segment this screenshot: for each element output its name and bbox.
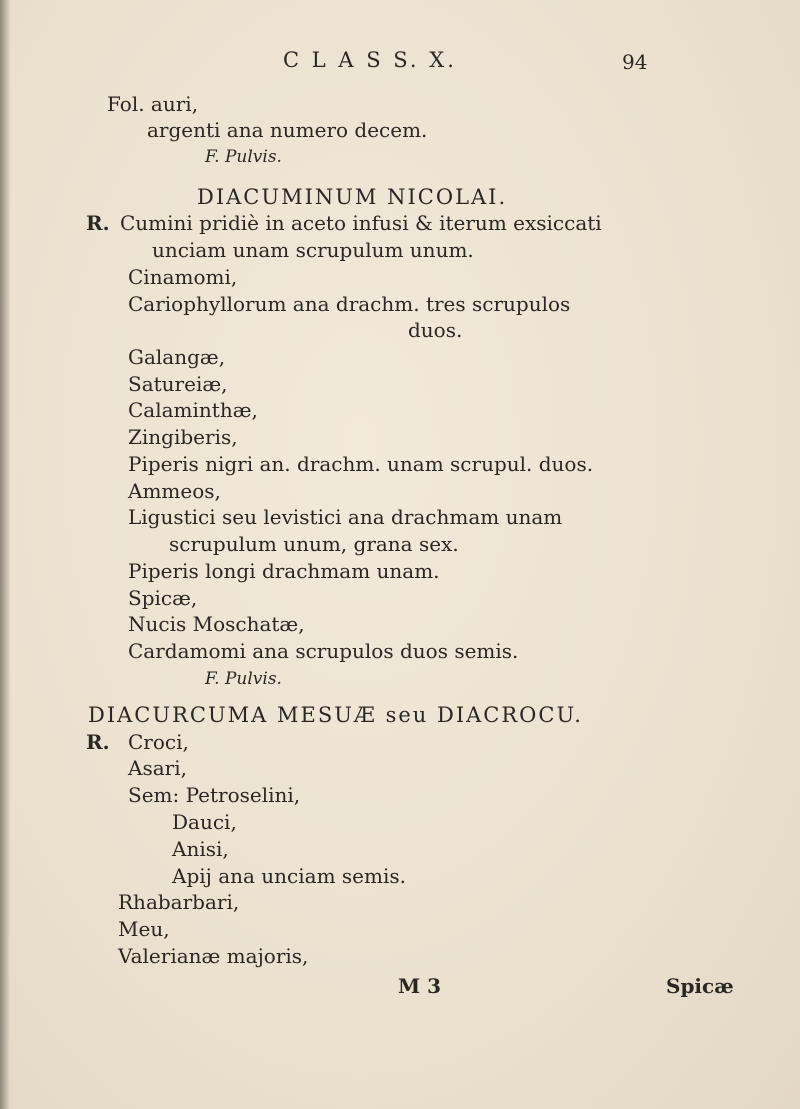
text-line: Rhabarbari,: [118, 890, 240, 914]
text-line: Satureiæ,: [128, 372, 228, 396]
text-line: Zingiberis,: [128, 425, 238, 449]
text-line: Croci,: [128, 730, 189, 754]
text-line: F. Pulvis.: [205, 147, 282, 167]
text-line: Cardamomi ana scrupulos duos semis.: [128, 639, 519, 663]
text-line: Fol. auri,: [107, 92, 199, 116]
signature-mark: M 3: [398, 974, 442, 998]
binding-gutter: [0, 0, 10, 1109]
text-line: Dauci,: [172, 810, 237, 834]
recipe-mark: R.: [86, 730, 110, 754]
page-number: 94: [622, 50, 648, 74]
text-line: Apij ana unciam semis.: [172, 864, 406, 888]
text-line: unciam unam scrupulum unum.: [152, 238, 474, 262]
running-head: C L A S S. X.: [283, 48, 457, 72]
text-line: Ammeos,: [128, 479, 221, 503]
recipe-mark: R.: [86, 211, 110, 235]
text-line: Anisi,: [172, 837, 229, 861]
text-line: Cumini pridiè in aceto infusi & iterum exsiccati: [120, 211, 602, 235]
text-line: Piperis nigri an. drachm. unam scrupul. duos.: [128, 452, 594, 476]
text-line: Sem: Petroselini,: [128, 783, 301, 807]
text-line: Spicæ,: [128, 586, 198, 610]
section-title: DIACURCUMA MESUÆ seu DIACROCU.: [88, 703, 583, 727]
text-line: scrupulum unum, grana sex.: [169, 532, 459, 556]
text-line: argenti ana numero decem.: [147, 118, 428, 142]
catchword: Spicæ: [666, 974, 734, 998]
text-line: Nucis Moschatæ,: [128, 612, 305, 636]
text-line: Meu,: [118, 917, 170, 941]
text-line: Calaminthæ,: [128, 398, 258, 422]
text-line: Valerianæ majoris,: [118, 944, 309, 968]
text-line: Galangæ,: [128, 345, 226, 369]
text-line: Ligustici seu levistici ana drachmam unam: [128, 505, 563, 529]
text-line: F. Pulvis.: [205, 669, 282, 689]
text-line: Cinamomi,: [128, 265, 238, 289]
text-line: duos.: [408, 318, 463, 342]
text-line: Cariophyllorum ana drachm. tres scrupulos: [128, 292, 571, 316]
text-line: Piperis longi drachmam unam.: [128, 559, 440, 583]
section-title: DIACUMINUM NICOLAI.: [197, 185, 508, 209]
text-line: Asari,: [128, 756, 187, 780]
